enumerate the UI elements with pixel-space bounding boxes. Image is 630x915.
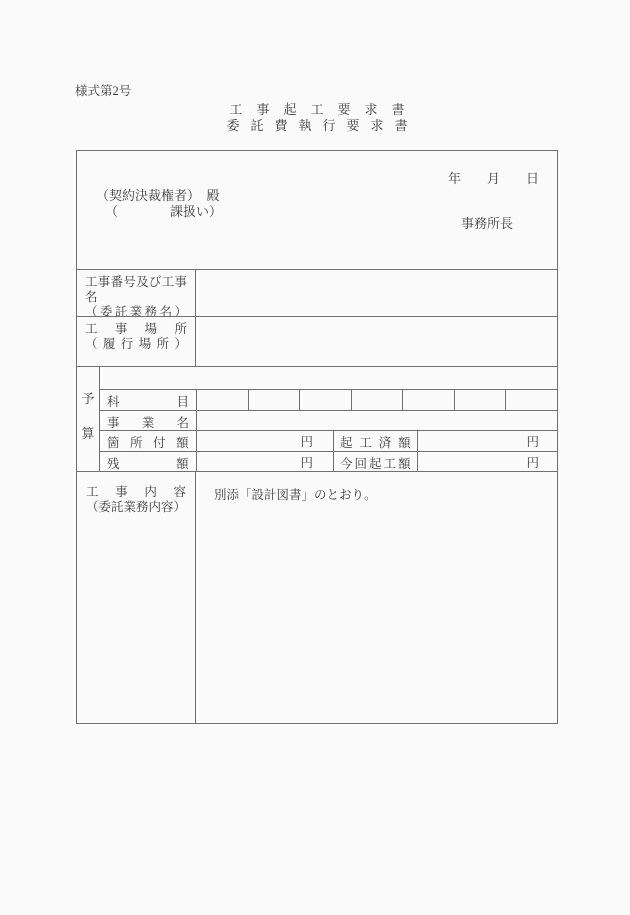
project-value-cell bbox=[196, 270, 557, 316]
project-row bbox=[77, 269, 557, 319]
subject-cell bbox=[352, 390, 404, 410]
allocated-amount-cell bbox=[197, 431, 334, 451]
form-table bbox=[76, 150, 558, 724]
current-amount-cell bbox=[418, 452, 557, 472]
started-unit: 円 bbox=[526, 435, 539, 449]
budget-section bbox=[77, 366, 557, 471]
budget-grid bbox=[99, 367, 557, 472]
started-amount-label: 起工済額 bbox=[334, 431, 418, 451]
budget-label-char-bottom: 算 bbox=[81, 426, 95, 441]
form-title-line1: 工事起工要求書 bbox=[229, 102, 419, 117]
content-label-line2: （委託業務内容） bbox=[86, 500, 187, 514]
remaining-amount-cell bbox=[197, 452, 334, 472]
location-row bbox=[77, 316, 557, 366]
subject-cell bbox=[455, 390, 507, 410]
content-label-line1: 工事内容 bbox=[86, 485, 186, 499]
current-amount-label: 今回起工額 bbox=[334, 452, 418, 472]
recipient-line: （契約決裁権者） 殿 bbox=[96, 188, 220, 203]
form-title-line2: 委託費執行要求書 bbox=[226, 118, 419, 133]
remaining-unit: 円 bbox=[300, 456, 313, 470]
allocated-amount-label: 箇所付額 bbox=[100, 431, 197, 451]
started-amount-cell bbox=[418, 431, 557, 451]
section-note-line: （ 課扱い） bbox=[105, 204, 223, 219]
subject-cell bbox=[249, 390, 301, 410]
budget-remaining-row bbox=[100, 451, 557, 472]
subject-cell bbox=[300, 390, 352, 410]
budget-business-row bbox=[100, 410, 557, 430]
remaining-amount-label: 残額 bbox=[100, 452, 197, 472]
business-name-label: 事業名 bbox=[100, 411, 197, 430]
allocated-unit: 円 bbox=[300, 435, 313, 449]
budget-blank-row bbox=[100, 367, 557, 389]
subject-cell bbox=[197, 390, 249, 410]
business-name-cell bbox=[197, 411, 557, 430]
header-cell bbox=[77, 151, 557, 269]
project-label bbox=[77, 270, 196, 319]
project-label-line1: 工事番号及び工事名 bbox=[85, 275, 187, 304]
budget-label-char-top: 予 bbox=[81, 391, 95, 406]
subject-cell bbox=[506, 390, 557, 410]
location-value-cell bbox=[196, 317, 557, 366]
subject-cell bbox=[403, 390, 455, 410]
location-label-line2: （履行場所） bbox=[85, 337, 187, 351]
current-unit: 円 bbox=[526, 456, 539, 470]
budget-subject-row bbox=[100, 389, 557, 410]
location-label-line1: 工事場所 bbox=[85, 322, 187, 336]
issuer-title: 事務所長 bbox=[460, 216, 513, 231]
project-label-line2: （委託業務名） bbox=[85, 305, 187, 319]
date-line: 年 月 日 bbox=[447, 171, 539, 186]
subject-label: 科目 bbox=[100, 390, 197, 410]
form-number: 様式第2号 bbox=[75, 84, 132, 98]
budget-allocated-row bbox=[100, 430, 557, 451]
content-label bbox=[77, 472, 196, 723]
location-label bbox=[77, 317, 196, 366]
budget-section-label bbox=[77, 367, 99, 472]
content-row bbox=[77, 471, 557, 723]
content-value-cell: 別添「設計図書」のとおり。 bbox=[214, 488, 377, 502]
